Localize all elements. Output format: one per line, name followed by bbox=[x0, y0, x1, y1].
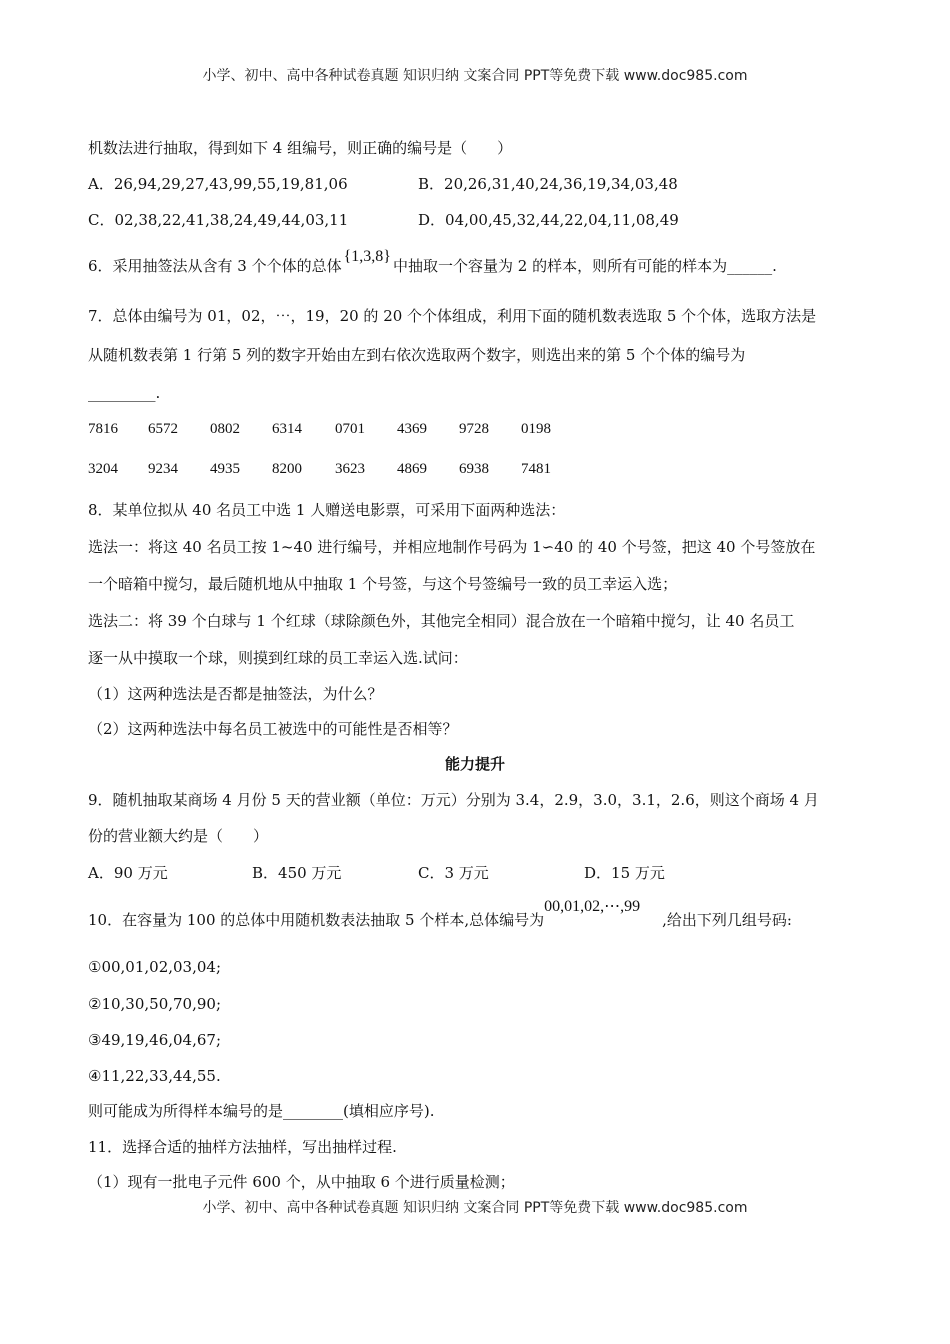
q10-item-2: ②10,30,50,70,90; bbox=[88, 995, 222, 1013]
q8-line-1: 8．某单位拟从 40 名员工中选 1 人赠送电影票，可采用下面两种选法： bbox=[88, 501, 566, 519]
q5-stem-tail: 机数法进行抽取，得到如下 4 组编号，则正确的编号是（ ） bbox=[88, 139, 513, 157]
q8-line-4: 选法二：将 39 个白球与 1 个红球（球除颜色外，其他完全相同）混合放在一个暗箱中搅匀，让 40 名员工 bbox=[88, 612, 795, 630]
table-cell: 9234 bbox=[148, 461, 178, 477]
q5-option-b: B．20,26,31,40,24,36,19,34,03,48 bbox=[418, 175, 678, 193]
q6-stem-pre: 6．采用抽签法从含有 3 个个体的总体 bbox=[88, 257, 342, 275]
q6-stem bbox=[88, 248, 777, 277]
table-cell: 0802 bbox=[210, 421, 240, 437]
page-footer: 小学、初中、高中各种试卷真题 知识归纳 文案合同 PPT等免费下载 www.doc985.com bbox=[202, 1200, 748, 1216]
q8-line-5: 逐一从中摸取一个球，则摸到红球的员工幸运入选.试问： bbox=[88, 649, 468, 667]
q7-line-2: 从随机数表第 1 行第 5 列的数字开始由左到右依次选取两个数字，则选出来的第 5 个个体的编号为 bbox=[88, 346, 746, 364]
q9-line-2: 份的营业额大约是（ ） bbox=[88, 827, 269, 845]
q8-subquestion-2: （2）这两种选法中每名员工被选中的可能性是否相等？ bbox=[88, 720, 458, 738]
q10-item-1: ①00,01,02,03,04; bbox=[88, 958, 222, 976]
q9-option-a: A．90 万元 bbox=[88, 864, 168, 882]
table-cell: 9728 bbox=[459, 421, 489, 437]
q10-ask: 则可能成为所得样本编号的是________(填相应序号). bbox=[88, 1102, 435, 1120]
q10-range-formula: 00,01,02,⋯,99 bbox=[544, 898, 641, 915]
page-header: 小学、初中、高中各种试卷真题 知识归纳 文案合同 PPT等免费下载 www.doc985.com bbox=[202, 68, 748, 84]
section-title: 能力提升 bbox=[444, 755, 505, 773]
q10-stem bbox=[88, 898, 792, 931]
q10-stem-pre: 10．在容量为 100 的总体中用随机数表法抽取 5 个样本,总体编号为 bbox=[88, 911, 545, 929]
table-cell: 6314 bbox=[272, 421, 302, 437]
table-cell: 7481 bbox=[521, 461, 551, 477]
table-cell: 6938 bbox=[459, 461, 489, 477]
q8-line-2: 选法一：将这 40 名员工按 1~40 进行编号，并相应地制作号码为 1∽40 的 40 个号签，把这 40 个号签放在 bbox=[88, 538, 816, 556]
q11-line-1: 11．选择合适的抽样方法抽样，写出抽样过程. bbox=[88, 1138, 397, 1156]
table-cell: 4869 bbox=[397, 461, 427, 477]
table-cell: 7816 bbox=[88, 421, 118, 437]
table-cell: 0701 bbox=[335, 421, 365, 437]
q10-item-3: ③49,19,46,04,67; bbox=[88, 1031, 222, 1049]
q8-subquestion-1: （1）这两种选法是否都是抽签法，为什么？ bbox=[88, 685, 383, 703]
q5-option-a: A．26,94,29,27,43,99,55,19,81,06 bbox=[88, 175, 348, 193]
q10-stem-post: ,给出下列几组号码: bbox=[662, 911, 792, 929]
q9-option-d: D．15 万元 bbox=[584, 864, 665, 882]
table-cell: 3623 bbox=[335, 461, 365, 477]
table-cell: 8200 bbox=[272, 461, 302, 477]
table-cell: 4369 bbox=[397, 421, 427, 437]
q7-line-1: 7．总体由编号为 01，02，⋯，19，20 的 20 个个体组成，利用下面的随机数表选取 5 个个体，选取方法是 bbox=[88, 307, 817, 325]
table-cell: 3204 bbox=[88, 461, 118, 477]
table-cell: 6572 bbox=[148, 421, 178, 437]
q5-option-c: C．02,38,22,41,38,24,49,44,03,11 bbox=[88, 211, 349, 229]
q6-stem-post: 中抽取一个容量为 2 的样本，则所有可能的样本为______. bbox=[392, 257, 777, 275]
q7-answer-blank: _________. bbox=[88, 384, 161, 402]
q9-option-c: C．3 万元 bbox=[418, 864, 489, 882]
table-cell: 0198 bbox=[521, 421, 551, 437]
q10-item-4: ④11,22,33,44,55. bbox=[88, 1067, 221, 1085]
q8-line-3: 一个暗箱中搅匀，最后随机地从中抽取 1 个号签，与这个号签编号一致的员工幸运入选； bbox=[88, 575, 678, 593]
q9-line-1: 9．随机抽取某商场 4 月份 5 天的营业额（单位：万元）分别为 3.4，2.9，3.0，3.1，2.6，则这个商场 4 月 bbox=[88, 791, 819, 809]
table-cell: 4935 bbox=[210, 461, 240, 477]
q11-subquestion-1: （1）现有一批电子元件 600 个，从中抽取 6 个进行质量检测； bbox=[88, 1173, 515, 1191]
q5-option-d: D．04,00,45,32,44,22,04,11,08,49 bbox=[418, 211, 679, 229]
q6-set-formula: {1,3,8} bbox=[343, 248, 391, 265]
q9-option-b: B．450 万元 bbox=[252, 864, 342, 882]
